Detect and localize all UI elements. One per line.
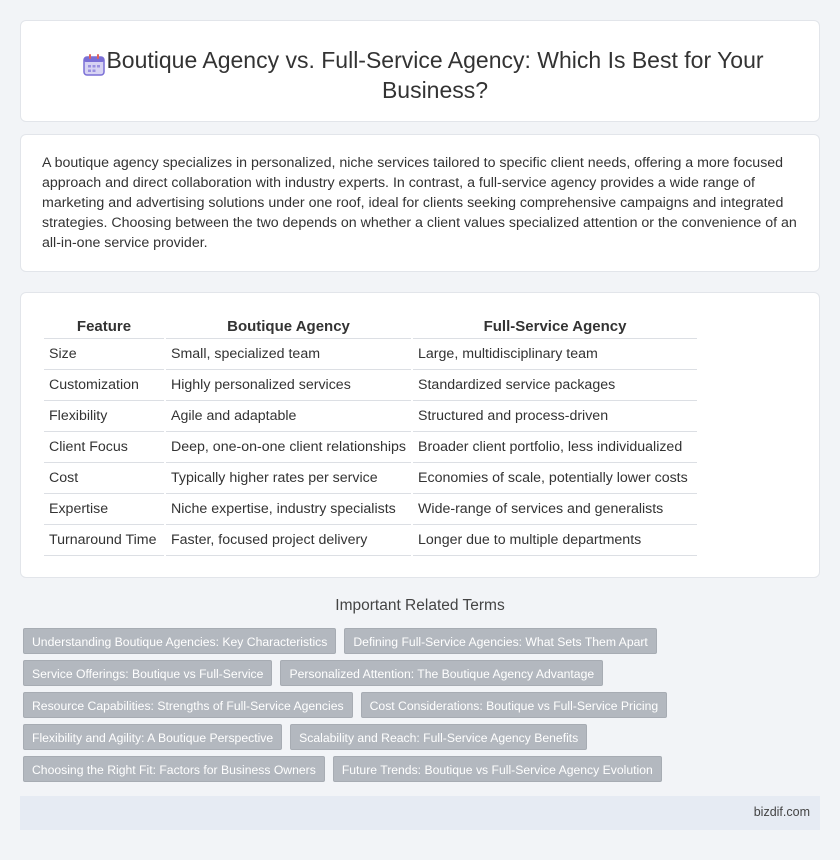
table-row bbox=[44, 339, 697, 370]
boutique-cell: Small, specialized team bbox=[166, 339, 411, 370]
boutique-cell: Niche expertise, industry specialists bbox=[166, 494, 411, 525]
boutique-cell: Highly personalized services bbox=[166, 370, 411, 401]
boutique-cell: Agile and adaptable bbox=[166, 401, 411, 432]
feature-cell: Expertise bbox=[44, 494, 164, 525]
full-service-cell: Broader client portfolio, less individualized bbox=[413, 432, 697, 463]
boutique-cell: Deep, one-on-one client relationships bbox=[166, 432, 411, 463]
tag-row bbox=[23, 724, 823, 756]
title-card bbox=[20, 20, 820, 122]
boutique-cell: Typically higher rates per service bbox=[166, 463, 411, 494]
calendar-icon bbox=[81, 52, 107, 78]
full-service-cell: Economies of scale, potentially lower costs bbox=[413, 463, 697, 494]
table-row bbox=[44, 525, 697, 556]
feature-cell: Cost bbox=[44, 463, 164, 494]
full-service-cell: Wide-range of services and generalists bbox=[413, 494, 697, 525]
tag-row bbox=[23, 692, 823, 724]
comparison-table bbox=[42, 313, 699, 556]
feature-cell: Size bbox=[44, 339, 164, 370]
table-row bbox=[44, 463, 697, 494]
title-wrap bbox=[61, 45, 779, 105]
tag-row bbox=[23, 628, 823, 660]
related-term-tag[interactable]: Cost Considerations: Boutique vs Full-Service Pricing bbox=[361, 692, 668, 718]
related-term-tag[interactable]: Future Trends: Boutique vs Full-Service Agency Evolution bbox=[333, 756, 662, 782]
tag-row bbox=[23, 660, 823, 692]
full-service-cell: Longer due to multiple departments bbox=[413, 525, 697, 556]
table-header-row bbox=[44, 313, 697, 339]
related-term-tag[interactable]: Personalized Attention: The Boutique Agency Advantage bbox=[280, 660, 603, 686]
related-terms-heading: Important Related Terms bbox=[335, 597, 505, 614]
related-term-tag[interactable]: Scalability and Reach: Full-Service Agency Benefits bbox=[290, 724, 587, 750]
comparison-card bbox=[20, 292, 820, 578]
table-row bbox=[44, 370, 697, 401]
intro-paragraph: A boutique agency specializes in personalized, niche services tailored to specific client needs, offering a more focused approach and direct collaboration with industry experts. In contrast, a full-service agency provides a wide range of marketing and advertising solutions under one roof, ideal for clients seeking comprehensive campaigns and integrated strategies. Choosing between the two depends on whether a client values specialized attention or the convenience of an all-in-one service provider. bbox=[42, 155, 797, 251]
header-full-service: Full-Service Agency bbox=[413, 313, 697, 339]
related-term-tag[interactable]: Understanding Boutique Agencies: Key Characteristics bbox=[23, 628, 336, 654]
related-term-tag[interactable]: Defining Full-Service Agencies: What Sets Them Apart bbox=[344, 628, 656, 654]
header-boutique: Boutique Agency bbox=[166, 313, 411, 339]
feature-cell: Turnaround Time bbox=[44, 525, 164, 556]
full-service-cell: Large, multidisciplinary team bbox=[413, 339, 697, 370]
boutique-cell: Faster, focused project delivery bbox=[166, 525, 411, 556]
page-title: Boutique Agency vs. Full-Service Agency: Which Is Best for Your Business? bbox=[106, 47, 764, 103]
related-term-tag[interactable]: Service Offerings: Boutique vs Full-Service bbox=[23, 660, 272, 686]
related-term-tag[interactable]: Choosing the Right Fit: Factors for Business Owners bbox=[23, 756, 325, 782]
footer-brand: bizdif.com bbox=[753, 805, 810, 819]
tag-row bbox=[23, 756, 823, 788]
feature-cell: Flexibility bbox=[44, 401, 164, 432]
intro-card bbox=[20, 134, 820, 272]
footer bbox=[20, 796, 820, 830]
header-feature: Feature bbox=[44, 313, 164, 339]
table-row bbox=[44, 401, 697, 432]
feature-cell: Client Focus bbox=[44, 432, 164, 463]
table-row bbox=[44, 494, 697, 525]
related-term-tag[interactable]: Resource Capabilities: Strengths of Full-Service Agencies bbox=[23, 692, 353, 718]
table-row bbox=[44, 432, 697, 463]
feature-cell: Customization bbox=[44, 370, 164, 401]
related-terms-list bbox=[23, 628, 823, 788]
full-service-cell: Standardized service packages bbox=[413, 370, 697, 401]
related-term-tag[interactable]: Flexibility and Agility: A Boutique Perspective bbox=[23, 724, 282, 750]
full-service-cell: Structured and process-driven bbox=[413, 401, 697, 432]
